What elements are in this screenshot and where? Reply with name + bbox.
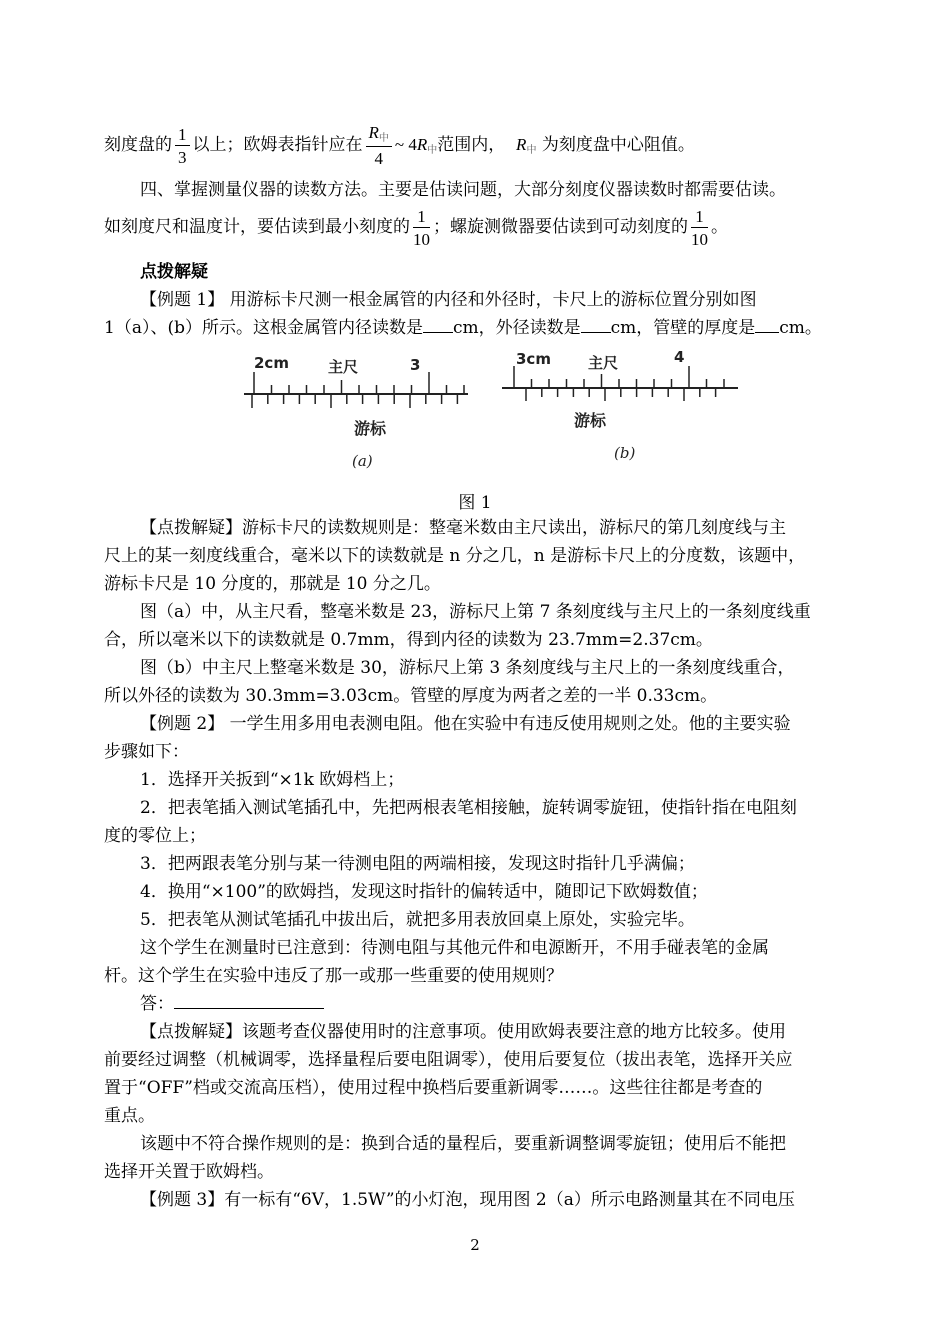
answer-blank	[174, 992, 324, 1009]
vernier-label: 游标	[574, 411, 607, 430]
section-heading: 点拨解疑	[140, 262, 208, 282]
example-1-line-2: 1（a）、(b）所示。这根金属管内径读数是 cm，外径读数是 cm，管壁的厚度是 cm。	[104, 318, 822, 338]
paragraph-ohmmeter-range: 刻度盘的 $\frac{1}{3}$ 以上；欧姆表指针应在 $\frac{R_中}{4}$ ~ $4R_中$范围内， $R_中$ 为刻度盘中心阻值。	[104, 123, 695, 168]
example-2-step: 2．把表笔插入测试笔插孔中，先把两根表笔相接触，旋转调零旋钮，使指针指在电阻刻	[140, 798, 797, 818]
example-2-step: 3．把两跟表笔分别与某一待测电阻的两端相接，发现这时指针几乎满偏；	[140, 854, 695, 874]
answer-blank	[581, 316, 611, 333]
text: 为刻度盘中心阻值。	[541, 135, 695, 155]
example-2-line: 步骤如下：	[104, 742, 189, 762]
explanation-1-line: 合，所以毫米以下的读数就是 0.7mm，得到内径的读数为 23.7mm=2.37cm。	[104, 630, 713, 650]
example-2-answer	[140, 992, 852, 1016]
explanation-1-line: 图（a）中，从主尺看，整毫米数是 23，游标尺上第 7 条刻度线与主尺上的一条刻度线重	[140, 602, 811, 622]
paragraph-reading-method-cont: 如刻度尺和温度计，要估读到最小刻度的 $\frac{1}{10}$ ；螺旋测微器要估读到可动刻度的 $\frac{1}{10}$ 。	[104, 206, 728, 249]
answer-label: 答：	[140, 994, 174, 1014]
vernier-label: 游标	[354, 419, 387, 438]
fraction-r-over-4: $\frac{R_中}{4}$	[366, 124, 392, 167]
main-scale-label-4: 4	[674, 348, 685, 366]
explanation-1-line: 尺上的某一刻度线重合，毫米以下的读数就是 n 分之几，n 是游标卡尺上的分度数，该题中，	[104, 546, 806, 566]
answer-blank	[755, 316, 779, 333]
text: 以上；欧姆表指针应在	[192, 135, 363, 155]
explanation-1-line: 所以外径的读数为 30.3mm=3.03cm。管壁的厚度为两者之差的一半 0.33cm。	[104, 686, 718, 706]
main-scale-label: 主尺	[328, 358, 359, 376]
caliper-b	[502, 348, 738, 462]
fraction-one-third: $\frac{1}{3}$	[175, 126, 190, 166]
explanation-2-line: 该题中不符合操作规则的是：换到合适的量程后，要重新调整调零旋钮；使用后不能把	[140, 1134, 786, 1154]
page-number: 2	[470, 1236, 480, 1254]
text: 范围内，	[437, 135, 506, 155]
text: 刻度盘的	[104, 135, 172, 155]
example-3-line: 【例题 3】有一标有“6V，1.5W”的小灯泡，现用图 2（a）所示电路测量其在不同电压	[140, 1190, 795, 1210]
main-scale-label: 主尺	[588, 354, 619, 372]
r-symbol: R	[516, 135, 527, 154]
explanation-2-line: 置于“OFF”档或交流高压档），使用过程中换档后要重新调零……。这些往往都是考查的	[104, 1078, 763, 1098]
example-2-line: 杆。这个学生在实验中违反了那一或那一些重要的使用规则？	[104, 966, 563, 986]
explanation-1-line: 游标卡尺是 10 分度的，那就是 10 分之几。	[104, 574, 441, 594]
figure-vernier-caliper	[236, 346, 746, 472]
caliper-a	[244, 354, 468, 470]
paragraph-reading-method: 四、掌握测量仪器的读数方法。主要是估读问题，大部分刻度仪器读数时都需要估读。	[140, 180, 786, 200]
example-2-step: 5．把表笔从测试笔插孔中拔出后，就把多用表放回桌上原处，实验完毕。	[140, 910, 695, 930]
caption-b: (b)	[614, 444, 636, 462]
main-scale-label-2cm: 2cm	[254, 354, 289, 372]
tilde-four: ~ 4	[394, 135, 417, 154]
fraction-one-tenth: $\frac{1}{10}$	[691, 206, 708, 249]
explanation-2-line: 【点拨解疑】该题考查仪器使用时的注意事项。使用欧姆表要注意的地方比较多。使用	[140, 1022, 786, 1042]
explanation-1-line: 【点拨解疑】游标卡尺的读数规则是：整毫米数由主尺读出，游标尺的第几刻度线与主	[140, 518, 786, 538]
main-scale-label-3cm: 3cm	[516, 350, 551, 368]
explanation-2-line: 重点。	[104, 1106, 155, 1126]
explanation-2-line: 前要经过调整（机械调零，选择量程后要电阻调零），使用后要复位（拔出表笔，选择开关应	[104, 1050, 793, 1070]
example-2-line: 这个学生在测量时已注意到：待测电阻与其他元件和电源断开，不用手碰表笔的金属	[140, 938, 769, 958]
explanation-2-line: 选择开关置于欧姆档。	[104, 1162, 274, 1182]
fraction-one-tenth: $\frac{1}{10}$	[413, 206, 430, 249]
r-symbol: R	[416, 135, 428, 154]
caption-a: (a)	[352, 452, 373, 470]
example-2-step: 4．换用“×100”的欧姆挡，发现这时指针的偏转适中，随即记下欧姆数值；	[140, 882, 708, 902]
explanation-1-line: 图（b）中主尺上整毫米数是 30，游标尺上第 3 条刻度线与主尺上的一条刻度线重合，	[140, 658, 795, 678]
example-1-line-1: 【例题 1】 用游标卡尺测一根金属管的内径和外径时，卡尺上的游标位置分别如图	[140, 290, 757, 310]
figure-caption: 图 1	[458, 493, 492, 513]
answer-blank	[423, 316, 453, 333]
main-scale-label-3: 3	[410, 356, 421, 374]
example-2-line: 【例题 2】 一学生用多用电表测电阻。他在实验中有违反使用规则之处。他的主要实验	[140, 714, 791, 734]
example-2-step: 1．选择开关扳到“×1k 欧姆档上；	[140, 770, 405, 790]
example-2-step: 度的零位上；	[104, 826, 206, 846]
